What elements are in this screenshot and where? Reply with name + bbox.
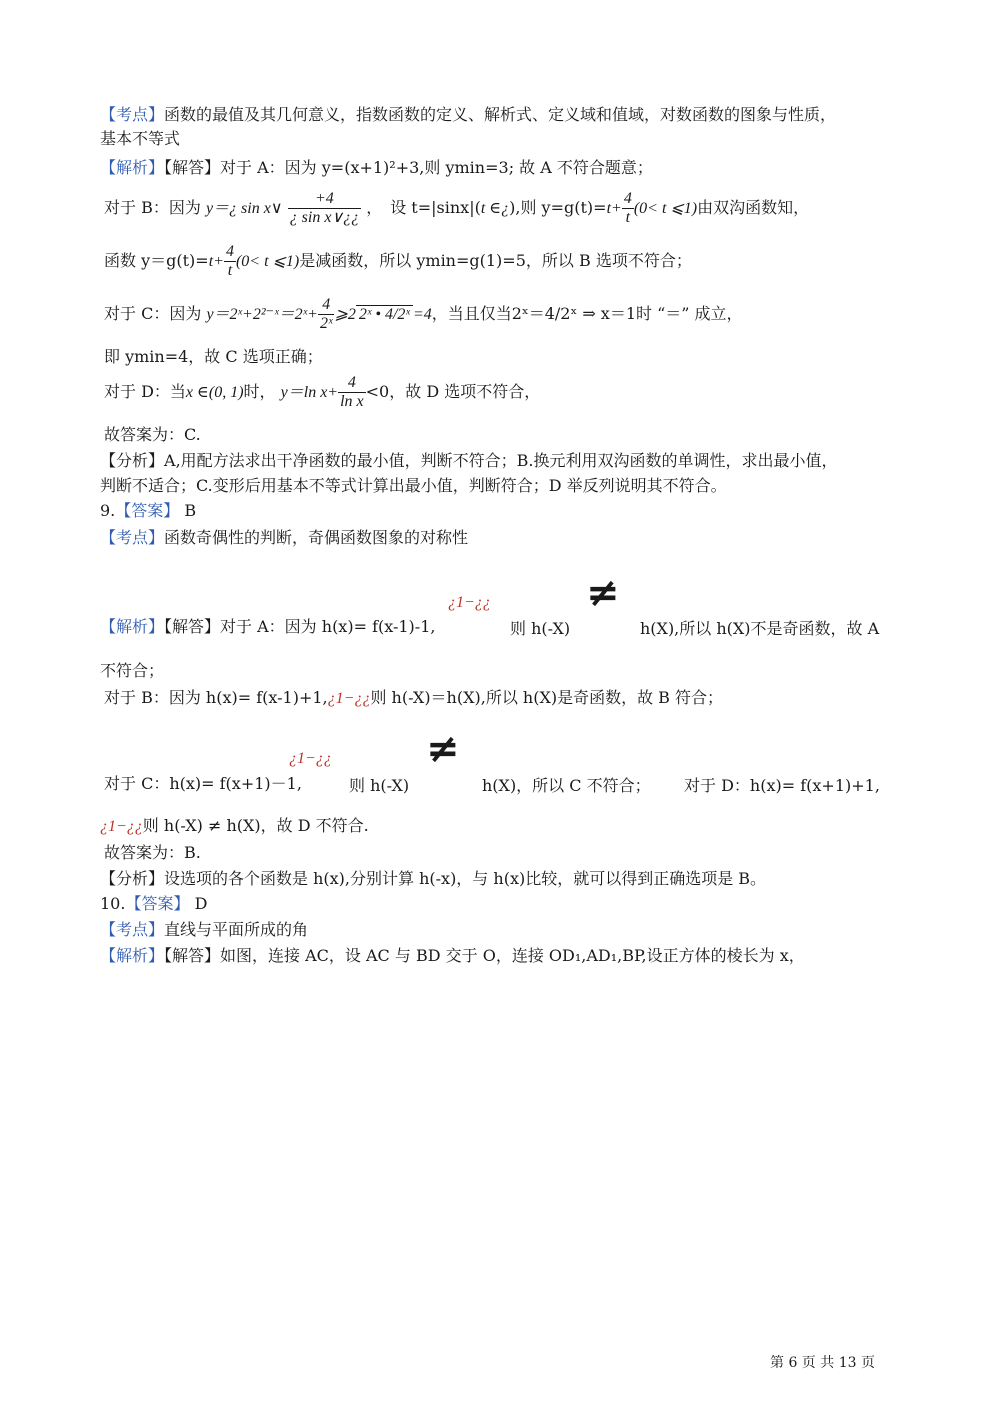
q8-b-gt: t+ xyxy=(606,200,622,217)
q8-b-mid: ， 设 t=|sinx|( xyxy=(366,198,481,217)
kaodian-tag: 【考点】 xyxy=(100,105,165,124)
q8-d-expr: y＝ln x+ xyxy=(280,384,339,401)
q8-b-range: (0< t ⩽1) xyxy=(633,200,698,217)
q8-fenxi-1: A,用配方法求出干净函数的最小值，判断不符合；B.换元利用双沟函数的单调性，求出最小值， xyxy=(164,451,838,470)
q10-kaodian-line: 【考点】直线与平面所成的角 xyxy=(100,920,309,939)
q9-fenxi-line: 【分析】设选项的各个函数是 h(x),分别计算 h(-x)，与 h(x)比较，就可以得到正确选项是 B。 xyxy=(100,869,767,888)
q8-c-pre: 对于 C：因为 xyxy=(104,304,202,323)
q8-d-pre: 对于 D：当 xyxy=(104,382,186,401)
q9-b-rest: 则 h(-X)＝h(X),所以 h(X)是奇函数，故 B 符合； xyxy=(370,688,724,707)
q9-neq-c: ≠ xyxy=(426,726,460,772)
q9-number: 9. xyxy=(100,501,116,520)
q10-kaodian-text: 直线与平面所成的角 xyxy=(164,920,309,939)
q8-answer: 故答案为：C. xyxy=(104,425,201,444)
q8-c-expr: y＝2ˣ+2²⁻ˣ＝2ˣ+ xyxy=(206,306,318,323)
q9-kaodian-text: 函数奇偶性的判断，奇偶函数图象的对称性 xyxy=(164,528,469,547)
q9-kaodian-line: 【考点】函数奇偶性的判断，奇偶函数图象的对称性 xyxy=(100,528,469,547)
q9-artifact-c: ¿1−¿¿ xyxy=(289,750,332,767)
q8-jiexi-line xyxy=(100,157,653,179)
q8-b-line xyxy=(104,190,809,230)
page-footer: 第 6 页 共 13 页 xyxy=(770,1355,875,1371)
jiexi-tag: 【解析】 xyxy=(100,158,165,177)
q9-artifact-a: ¿1−¿¿ xyxy=(448,594,491,611)
q9-a-line: 【解析】【解答】对于 A：因为 h(x)= f(x-1)-1, xyxy=(100,617,436,636)
q8-kaodian-line xyxy=(100,104,836,126)
jieda-tag: 【解答】 xyxy=(164,158,221,177)
q8-b-post: ),则 y=g(t)= xyxy=(509,198,607,217)
q9-d-line: 对于 D：h(x)= f(x+1)+1, xyxy=(684,776,880,795)
q10-jiexi-text: 如图，连接 AC，设 AC 与 BD 交于 O，连接 OD₁,AD₁,BP,设正方体的棱长为 x， xyxy=(220,946,805,965)
q9-final: 故答案为：B. xyxy=(104,843,201,862)
q8-c-tail: ，当且仅当2ˣ＝4/2ˣ ⇒ x＝1时 “＝” 成立， xyxy=(431,304,743,323)
q8-a-line: 对于 A：因为 y=(x+1)²+3,则 ymin=3; 故 A 不符合题意； xyxy=(220,158,653,177)
q8-b-tail: 由双沟函数知， xyxy=(697,198,810,217)
q9-d-rest-line: ¿1−¿¿则 h(-X) ≠ h(X)，故 D 不符合. xyxy=(100,816,369,835)
q8-fenxi-line-2: 判断不适合；C.变形后用基本不等式计算出最小值，判断符合；D 举反列说明其不符合。 xyxy=(100,476,727,495)
q9-fenxi-text: 设选项的各个函数是 h(x),分别计算 h(-x)，与 h(x)比较，就可以得到正确选项是 B。 xyxy=(164,869,767,888)
q8-d-frac: $\frac{4}{\text{ln x}}$ xyxy=(340,374,364,410)
q10-jiexi-line: 【解析】【解答】如图，连接 AC，设 AC 与 BD 交于 O，连接 OD₁,AD₁,BP,设正方体的棱长为 x， xyxy=(100,946,805,965)
q8-b2-line: 函数 y＝g(t)=t+ $\frac{4}{t}$ (0< t ⩽1)是减函数，所以 ymin=g(1)=5，所以 B 选项不符合； xyxy=(104,243,692,279)
q8-kaodian-line-2: 基本不等式 xyxy=(100,129,181,148)
q9-a-rest: h(X),所以 h(X)不是奇函数，故 A xyxy=(640,619,880,638)
q10-answer-line: 10.【答案】 D xyxy=(100,894,208,913)
daan-tag: 【答案】 xyxy=(115,501,180,520)
q8-b-pre: 对于 B：因为 xyxy=(104,198,201,217)
q8-fenxi-line xyxy=(100,450,838,472)
q8-d-cond: x ∈(0, 1) xyxy=(185,384,244,401)
q9-b-text: 对于 B：因为 h(x)= f(x-1)+1, xyxy=(104,688,328,707)
q8-b-cond: t ∈¿ xyxy=(480,200,510,217)
q9-answer-line xyxy=(100,500,196,522)
q8-b-gt-frac: $\frac{4}{t}$ xyxy=(623,190,632,226)
q9-c-rest: h(X)，所以 C 不符合； xyxy=(482,776,651,795)
q8-b-expr: y＝¿ sin x∨ xyxy=(205,200,283,217)
q8-d-mid: 时， xyxy=(243,382,276,401)
q9-neq-a: ≠ xyxy=(586,570,620,616)
q8-c-ge: ⩾2 xyxy=(334,306,356,323)
q8-c2-line: 即 ymin=4，故 C 选项正确； xyxy=(104,347,323,366)
q8-c-line xyxy=(104,296,743,340)
q10-number: 10. xyxy=(100,894,126,913)
q8-c-root: 2ˣ • 4/2ˣ xyxy=(356,305,413,323)
q8-b-frac: $\frac{+4}{\text{¿ sin x∨¿¿}}$ xyxy=(289,190,360,226)
q9-a-line-2: 不符合； xyxy=(100,661,165,680)
q8-d-tail: <0，故 D 选项不符合， xyxy=(365,382,541,401)
q9-a-then: 则 h(-X) xyxy=(510,619,571,638)
q9-answer: B xyxy=(184,501,197,520)
fenxi-tag: 【分析】 xyxy=(100,451,165,470)
q8-b2-tail: 是减函数，所以 ymin=g(1)=5，所以 B 选项不符合； xyxy=(299,251,692,270)
q8-b2-pre: 函数 y＝g(t)= xyxy=(104,251,209,270)
q9-d-rest: 则 h(-X) ≠ h(X)，故 D 不符合. xyxy=(142,816,369,835)
q9-b-line: 对于 B：因为 h(x)= f(x-1)+1,¿1−¿¿则 h(-X)＝h(X),所以 h(X)是奇函数，故 B 符合； xyxy=(104,688,724,707)
q8-c-eq: =4 xyxy=(412,306,432,323)
q8-d-line xyxy=(104,374,540,418)
q8-c-frac: $\frac{4}{\text{2ˣ}}$ xyxy=(319,296,333,332)
q9-c-then: 则 h(-X) xyxy=(349,776,410,795)
q10-answer: D xyxy=(194,894,208,913)
q9-a-text: 对于 A：因为 h(x)= f(x-1)-1, xyxy=(220,617,436,636)
q8-kaodian-text: 函数的最值及其几何意义，指数函数的定义、解析式、定义域和值域，对数函数的图象与性质， xyxy=(164,105,837,124)
q9-c-line: 对于 C：h(x)= f(x+1)－1, xyxy=(104,774,302,793)
